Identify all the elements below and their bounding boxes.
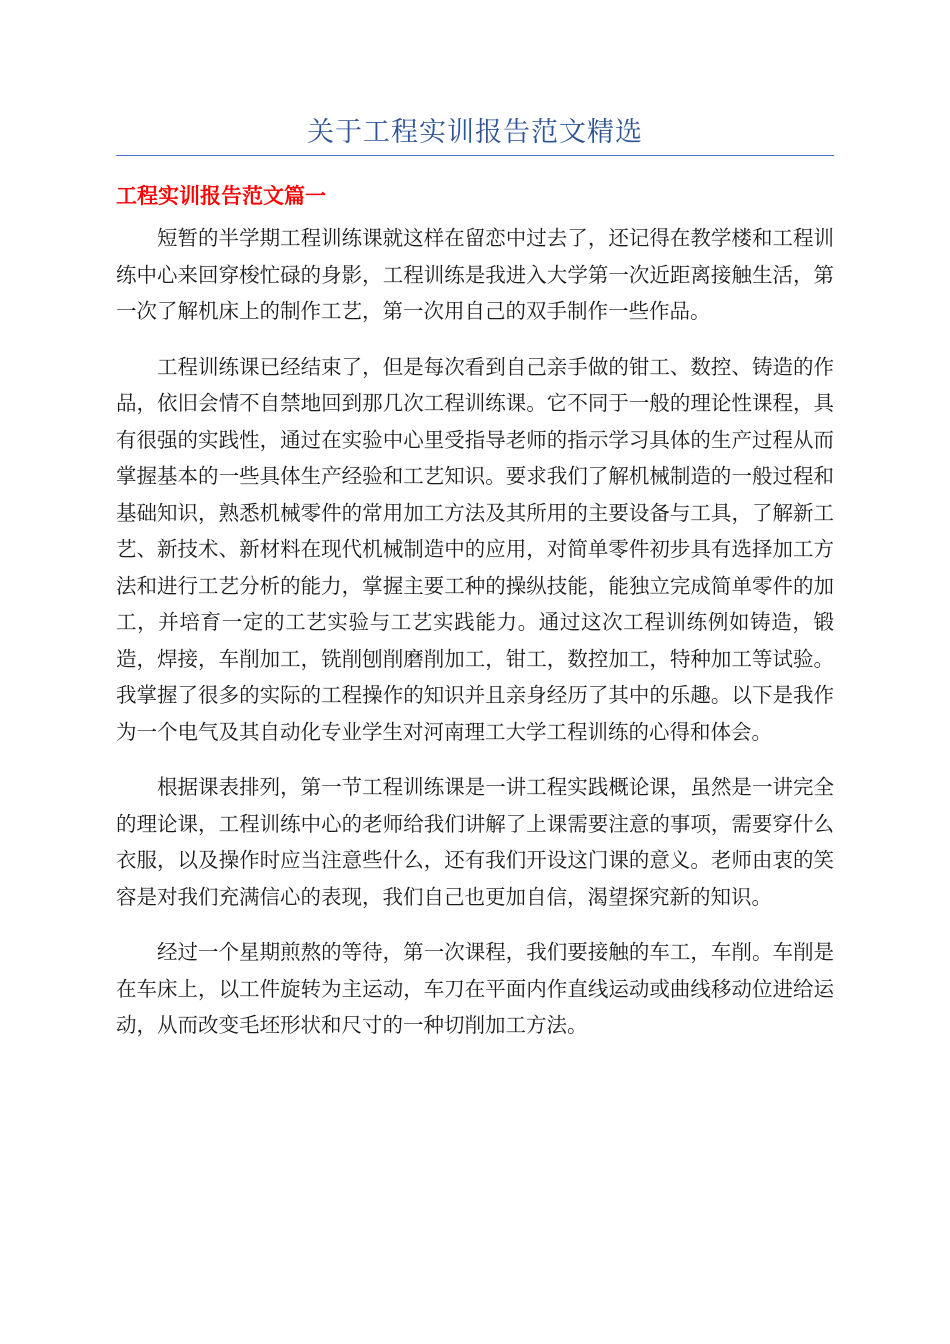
document-body: [116, 220, 834, 1063]
paragraph-2: 工程训练课已经结束了，但是每次看到自己亲手做的钳工、数控、铸造的作品，依旧会情不自禁地回到那几次工程训练课。它不同于一般的理论性课程，具有很强的实践性，通过在实验中心里受指导老师的指示学习具体的生产过程从而掌握基本的一些具体生产经验和工艺知识。要求我们了解机械制造的一般过程和基础知识，熟悉机械零件的常用加工方法及其所用的主要设备与工具，了解新工艺、新技术、新材料在现代机械制造中的应用，对简单零件初步具有选择加工方法和进行工艺分析的能力，掌握主要工种的操纵技能，能独立完成简单零件的加工，并培育一定的工艺实验与工艺实践能力。通过这次工程训练例如铸造，锻造，焊接，车削加工，铣削刨削磨削加工，钳工，数控加工，特种加工等试验。我掌握了很多的实际的工程操作的知识并且亲身经历了其中的乐趣。以下是我作为一个电气及其自动化专业学生对河南理工大学工程训练的心得和体会。: [116, 354, 834, 744]
title-underline-divider: [116, 155, 834, 156]
document-title: 关于工程实训报告范文精选: [307, 117, 643, 148]
paragraph-1: 短暂的半学期工程训练课就这样在留恋中过去了，还记得在教学楼和工程训练中心来回穿梭忙碌的身影，工程训练是我进入大学第一次近距离接触生活，第一次了解机床上的制作工艺，第一次用自己的双手制作一些作品。: [116, 226, 834, 323]
paragraph-4: 经过一个星期煎熬的等待，第一次课程，我们要接触的车工，车削。车削是在车床上，以工件旋转为主运动，车刀在平面内作直线运动或曲线移动位进给运动，从而改变毛坯形状和尺寸的一种切削加工方法。: [116, 940, 834, 1037]
section-heading: 工程实训报告范文篇一: [116, 184, 326, 208]
paragraph-3: 根据课表排列，第一节工程训练课是一讲工程实践概论课，虽然是一讲完全的理论课，工程训练中心的老师给我们讲解了上课需要注意的事项，需要穿什么衣服，以及操作时应当注意些什么，还有我们开设这门课的意义。老师由衷的笑容是对我们充满信心的表现，我们自己也更加自信，渴望探究新的知识。: [116, 775, 834, 909]
